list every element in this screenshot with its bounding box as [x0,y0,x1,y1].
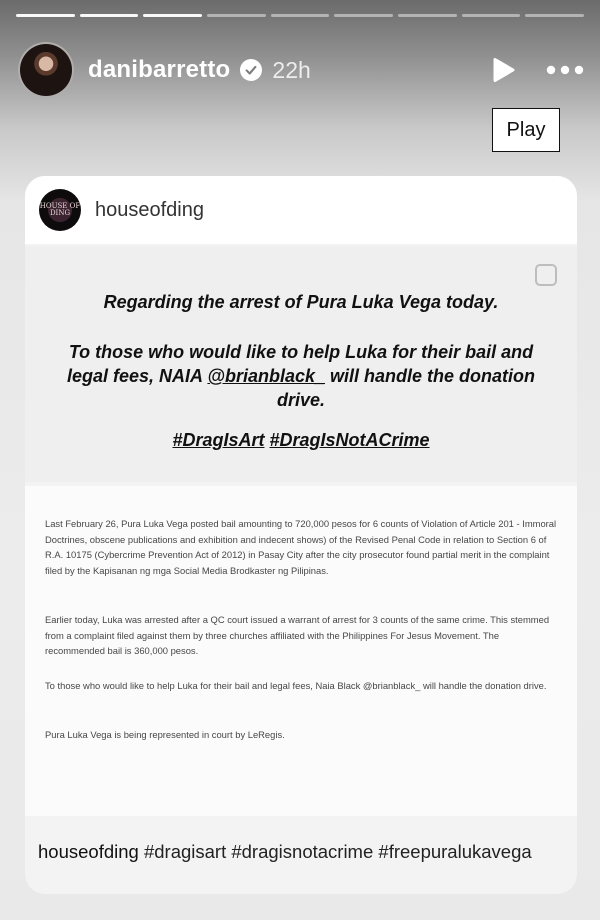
announcement-hashtags [49,430,553,451]
more-icon[interactable] [546,65,584,75]
progress-segment [80,14,139,17]
post-header [25,176,577,244]
post-username[interactable]: houseofding [95,198,204,221]
play-icon[interactable] [492,57,516,83]
story-progress-bar [16,14,584,17]
avatar[interactable] [18,42,74,98]
post-avatar-logo-text: HOUSE OF DING [39,202,81,217]
progress-segment [271,14,330,17]
announcement-body-text: To those who would like to help Luka for their bail and legal fees, NAIA [67,342,534,386]
progress-segment [16,14,75,17]
story-header [18,38,584,102]
progress-segment [334,14,393,17]
announcement-handle: @brianblack_ [207,366,325,386]
story-username[interactable]: danibarretto [88,56,231,83]
progress-segment [143,14,202,17]
caption-text: #dragisart #dragisnotacrime #freepuralukavega [138,841,532,862]
announcement-body-text: will handle the donation drive. [276,366,535,410]
announcement-panel [25,246,577,482]
play-button[interactable]: Play [492,108,560,152]
progress-segment [398,14,457,17]
shared-post-card[interactable] [25,176,577,894]
progress-segment [525,14,584,17]
article-text-panel [25,486,577,816]
announcement-body [55,340,547,412]
article-paragraph: Last February 26, Pura Luka Vega posted bail amounting to 720,000 pesos for 6 counts of Violation of Article 201 - Immoral Doctrines, obscene publications and exhibition and indecent shows) of the Revised Penal Code in relation to Section 6 of R.A. 10175 (Cybercrime Prevention Act of 2012) in Pasay City after the city prosecutor found partial merit in the complaint filed by the Kapisanan ng mga Social Media Brodkaster ng Pilipinas. [45,518,557,576]
article-paragraph: To those who would like to help Luka for their bail and legal fees, Naia Black @brianblack_ will handle the donation drive. [45,680,547,691]
verified-badge-icon [240,59,262,81]
post-avatar[interactable] [39,189,81,231]
post-caption [38,840,565,864]
progress-segment [207,14,266,17]
multi-image-icon [535,264,557,286]
caption-username[interactable]: houseofding [38,841,139,862]
article-paragraph: Pura Luka Vega is being represented in court by LeRegis. [45,729,285,740]
progress-segment [462,14,521,17]
hashtag: #DragIsArt [172,430,265,450]
announcement-title: Regarding the arrest of Pura Luka Vega today. [103,292,499,312]
article-paragraph: Earlier today, Luka was arrested after a QC court issued a warrant of arrest for 3 counts of the same crime. This stemmed from a complaint filed against them by three churches affiliated with the Philippines For Jesus Movement. The recommended bail is 360,000 pesos. [45,614,550,656]
story-timestamp: 22h [272,56,311,83]
hashtag: #DragIsNotACrime [269,430,430,450]
